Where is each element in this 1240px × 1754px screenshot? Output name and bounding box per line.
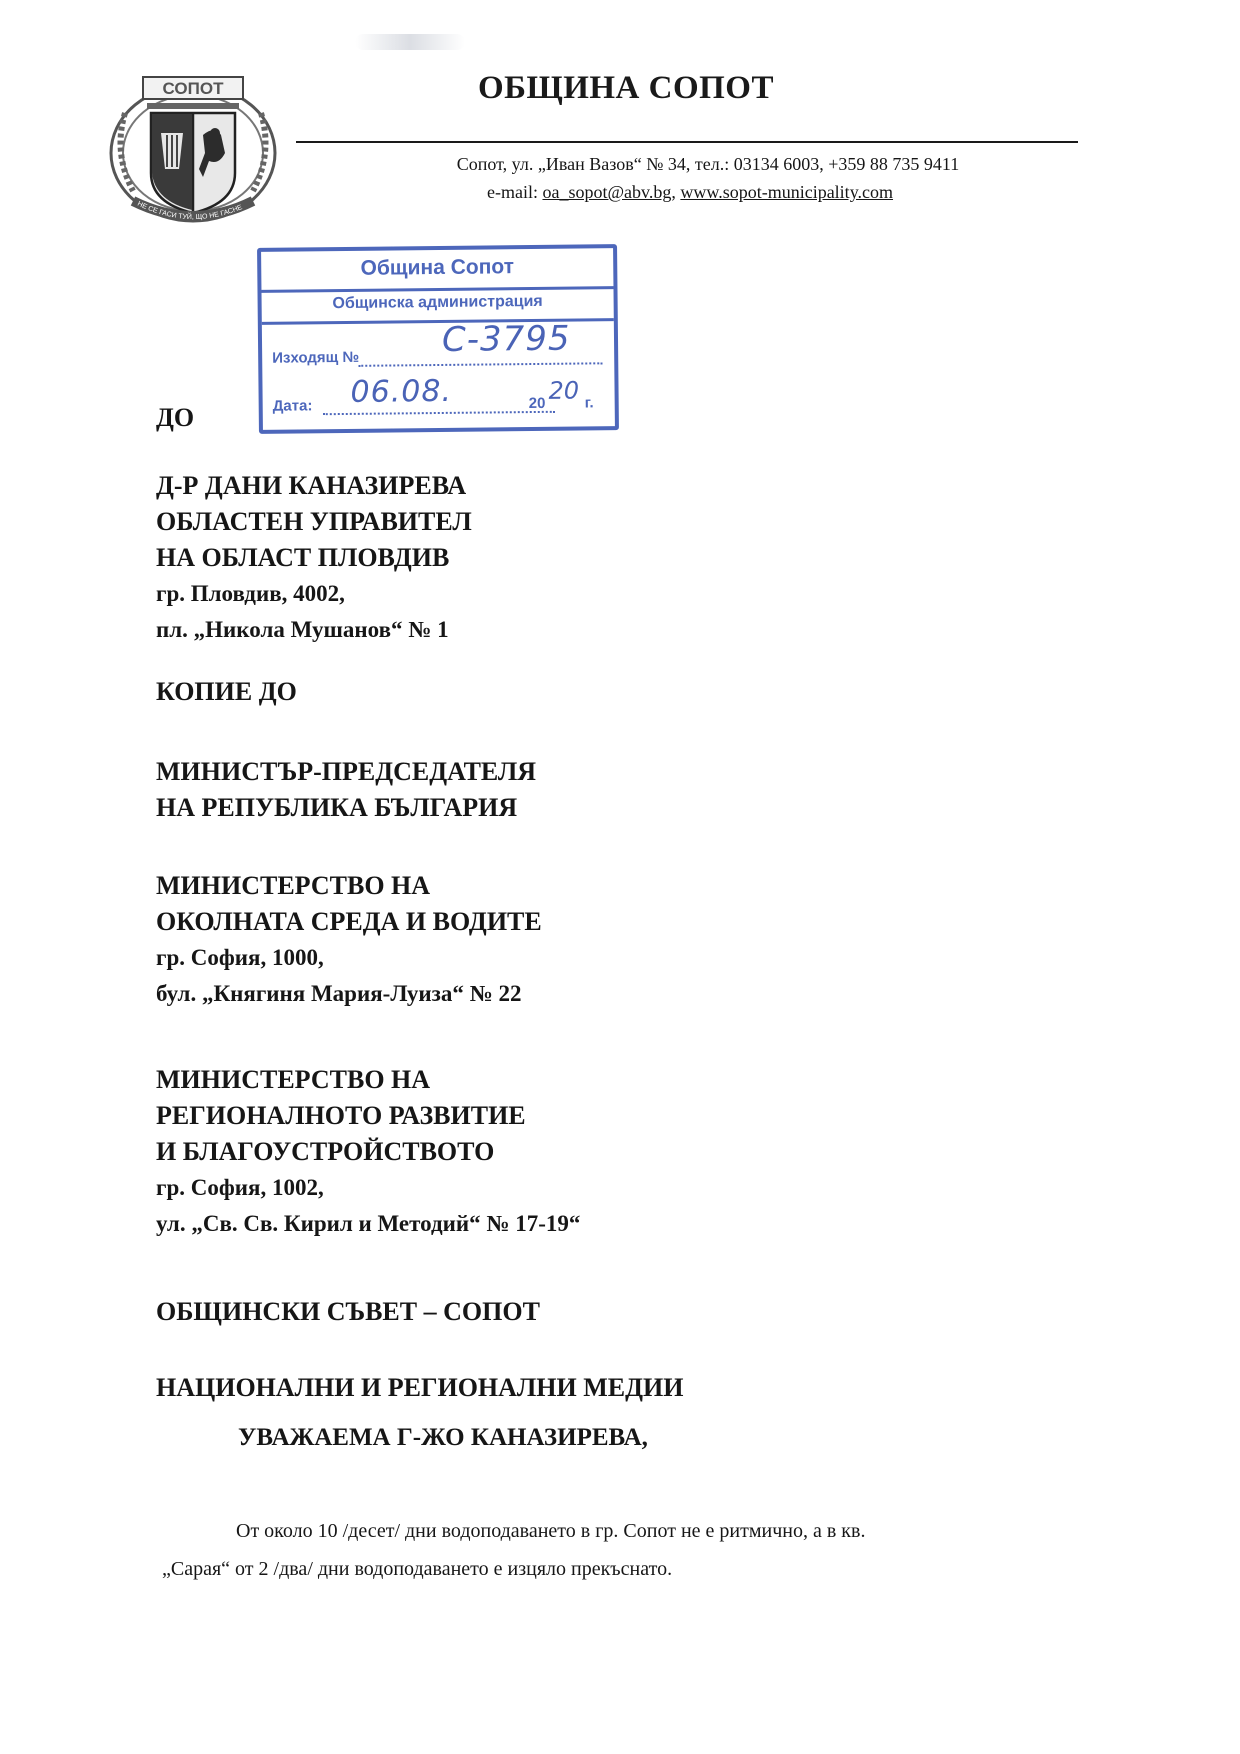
copy-council: ОБЩИНСКИ СЪВЕТ – СОПОТ [156,1297,540,1326]
copy-moew-line-2: ОКОЛНАТА СРЕДА И ВОДИТЕ [156,907,542,936]
copies-label: КОПИЕ ДО [156,677,297,706]
copy-mrrb-line-2: РЕГИОНАЛНОТО РАЗВИТИЕ [156,1101,526,1130]
address-line: Сопот, ул. „Иван Вазов“ № 34, тел.: 03134 6003, +359 88 735 9411 [456,154,960,174]
crest-top-plaque: СОПОТ [162,79,224,98]
stamp-date-label: Дата: [272,397,313,415]
stamp-year-suffix: г. [584,394,594,412]
crest-ribbon-text: НЕ СЕ ГАСИ ТУЙ, ЩО НЕ ГАСНЕ [136,200,244,222]
stamp-year-value: 20 [548,376,580,405]
stamp-outgoing-number: С-3795 [441,318,571,360]
recipient-title-2: НА ОБЛАСТ ПЛОВДИВ [156,543,450,572]
copy-media: НАЦИОНАЛНИ И РЕГИОНАЛНИ МЕДИИ [156,1373,684,1402]
copy-pm-line-1: МИНИСТЪР-ПРЕДСЕДАТЕЛЯ [156,757,537,786]
header-divider [296,141,1078,143]
scan-smudge [355,34,465,50]
recipient-name: Д-Р ДАНИ КАНАЗИРЕВА [156,471,467,500]
contact-block [300,150,1080,206]
copy-moew-address: бул. „Княгиня Мария-Луиза“ № 22 [156,981,522,1006]
copy-pm [156,754,536,826]
copy-mrrb-city: гр. София, 1002, [156,1175,324,1200]
recipient-city: гр. Пловдив, 4002, [156,581,345,606]
to-label: ДО [156,403,195,432]
copy-mrrb-line-1: МИНИСТЕРСТВО НА [156,1065,431,1094]
copy-mrrb-line-3: И БЛАГОУСТРОЙСТВОТО [156,1137,495,1166]
stamp-dept: Общинска администрация [332,292,543,313]
website-link[interactable]: www.sopot-municipality.com [680,182,894,202]
paragraph-line-1: От около 10 /десет/ дни водоподаването в гр. Сопот не е ритмично, а в кв. [236,1520,866,1542]
stamp-outgoing-label: Изходящ № [272,348,360,367]
stamp-year-prefix: 20 [528,394,546,413]
municipality-title: ОБЩИНА СОПОТ [478,70,774,106]
copy-moew-city: гр. София, 1000, [156,945,324,970]
copy-mrrb-address: ул. „Св. Св. Кирил и Методий“ № 17-19“ [156,1211,581,1236]
municipality-crest [103,73,283,225]
recipient-block [156,468,472,648]
salutation: УВАЖАЕМА Г-ЖО КАНАЗИРЕВА, [238,1424,648,1451]
paragraph-line-2: „Сарая“ от 2 /два/ дни водоподаването е изцяло прекъснато. [162,1558,673,1580]
recipient-title-1: ОБЛАСТЕН УПРАВИТЕЛ [156,507,472,536]
copy-mrrb [156,1062,580,1242]
registration-stamp [257,244,619,434]
stamp-date-value: 06.08. [350,373,453,410]
email-label: e-mail: [486,182,538,202]
recipient-address: пл. „Никола Мушанов“ № 1 [156,617,449,642]
email-link[interactable]: oa_sopot@abv.bg [542,182,672,202]
copy-moew-line-1: МИНИСТЕРСТВО НА [156,871,431,900]
copy-pm-line-2: НА РЕПУБЛИКА БЪЛГАРИЯ [156,793,518,822]
stamp-org: Община Сопот [360,255,515,280]
letter-paragraph [162,1512,1122,1588]
web-contacts-line: e-mail: oa_sopot@abv.bg, www.sopot-municipality.com [486,182,894,202]
copy-moew [156,868,542,1012]
